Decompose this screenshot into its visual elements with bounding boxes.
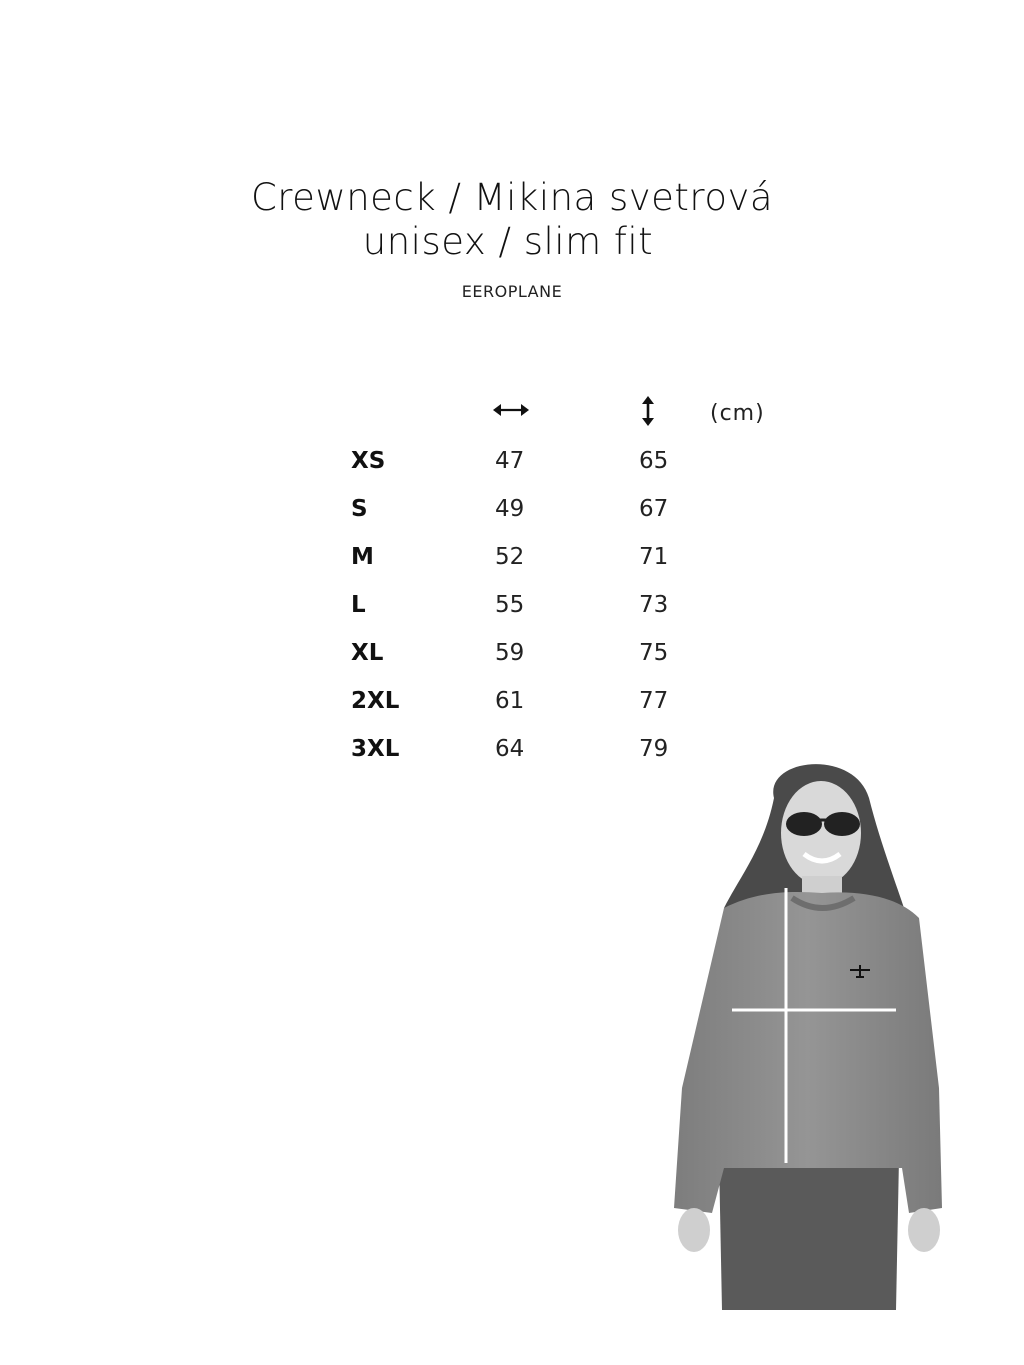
size-label: S: [351, 496, 368, 522]
size-label: L: [351, 592, 366, 618]
table-row: [0, 544, 1024, 574]
width-value: 52: [495, 544, 525, 570]
length-value: 75: [639, 640, 669, 666]
brand-name: EEROPLANE: [461, 282, 563, 301]
table-row: [0, 640, 1024, 670]
table-row: [0, 496, 1024, 526]
width-value: 61: [495, 688, 525, 714]
size-label: 3XL: [351, 736, 400, 762]
table-row: [0, 688, 1024, 718]
length-value: 71: [639, 544, 669, 570]
product-title: Crewneck / Mikina svetrová: [250, 176, 774, 219]
length-value: 65: [639, 448, 669, 474]
width-value: 47: [495, 448, 525, 474]
horizontal-arrow-icon: [493, 398, 529, 422]
size-label: XS: [351, 448, 386, 474]
width-value: 49: [495, 496, 525, 522]
length-value: 79: [639, 736, 669, 762]
size-label: XL: [351, 640, 384, 666]
size-label: 2XL: [351, 688, 400, 714]
product-subtitle: unisex / slim fit: [362, 220, 654, 263]
model-photo: [664, 758, 954, 1310]
width-value: 59: [495, 640, 525, 666]
vertical-arrow-icon: [638, 396, 658, 426]
table-row: [0, 448, 1024, 478]
width-value: 55: [495, 592, 525, 618]
length-value: 67: [639, 496, 669, 522]
width-value: 64: [495, 736, 525, 762]
unit-label: (cm): [710, 401, 765, 426]
length-value: 77: [639, 688, 669, 714]
size-label: M: [351, 544, 374, 570]
table-row: [0, 592, 1024, 622]
length-value: 73: [639, 592, 669, 618]
